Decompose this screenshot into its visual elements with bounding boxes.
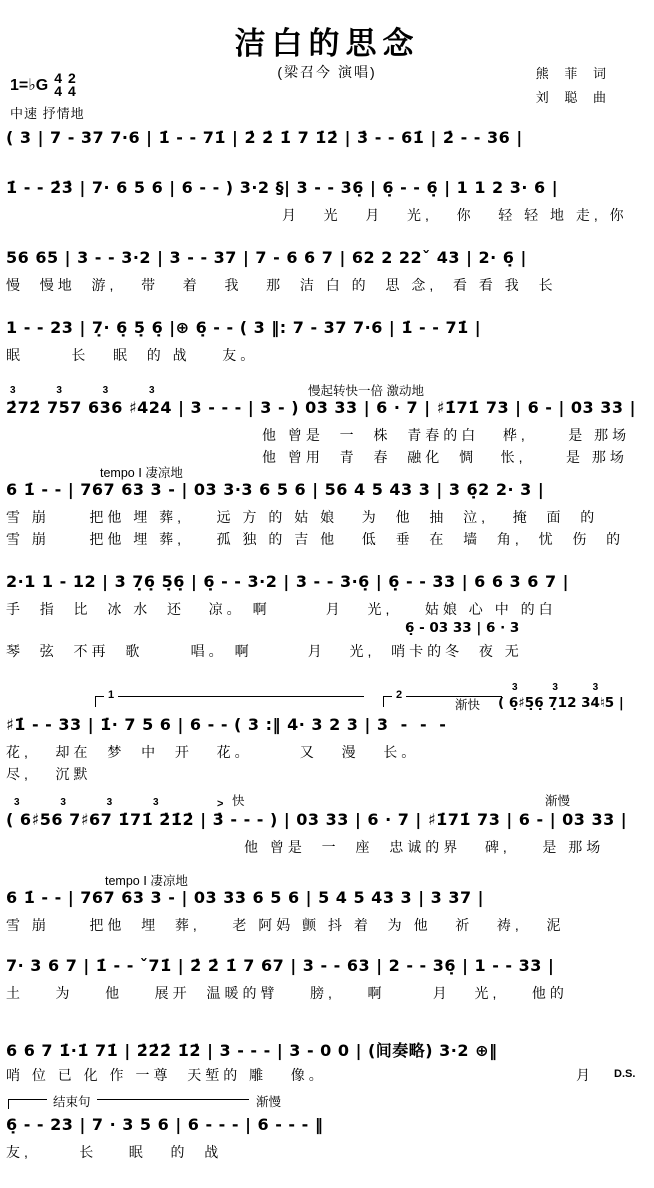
system-4-notation: 1 - - 23 | 7̣· 6̣ 5̣ 6̣ |⊕ 6̣ - - ( 3 ‖: 7 - 37 7·6 | 1̇ - - 71̇ | <box>6 318 482 337</box>
accel-text: 渐快 <box>455 698 481 712</box>
system-7-ossia-notation: 6̣ - 03 33 | 6 · 3 <box>405 620 520 636</box>
ending-phrase-bracket <box>8 1095 249 1109</box>
system-3-notation: 56 65 | 3 - - 3·2 | 3 - - 37 | 7 - 6 6 7 | 62 2 22ˇ 43 | 2· 6̣ | <box>6 248 527 267</box>
system-5-notation: 2̇72̇ 757 636 ♯424 | 3 - - - | 3 - ) 03 33 | 6 · 7 | ♯1̇71̇ 73 | 6 - | 03 33 | <box>6 398 636 417</box>
key-signature <box>10 72 76 98</box>
system-13-notation: 6̣ - - 23 | 7 · 3 5 6 | 6 - - - | 6 - - - ‖ <box>6 1115 324 1134</box>
system-10-lyrics: 雪 崩 把他 埋 葬, 老 阿妈 颤 抖 着 为 他 祈 祷, 泥 <box>6 917 565 933</box>
system-11-notation: 7· 3 6 7 | 1̇ - - ˇ71̇ | 2̇ 2̇ 1̇ 7 67 | 3 - - 63 | 2 - - 36̣ | 1 - - 33 | <box>6 956 555 975</box>
system-6-lyrics-verse1: 雪 崩 把他 埋 葬, 远 方 的 姑 娘 为 他 抽 泣, 掩 面 的 <box>6 509 599 525</box>
system-1-notation: ( 3 | 7 - 37 7·6 | 1̇ - - 71̇ | 2̇ 2̇ 1̇ 7 1̇2̇ | 3̇ - - 61̇ | 2̇ - - 36 | <box>6 128 523 147</box>
system-6-notation: 6 1̇ - - | 767 63 3 - | 03 3·3 6 5 6 | 56 4 5 43 3 | 3 6̣2 2· 3 | <box>6 480 545 499</box>
system-8-lyrics-verse2: 尽, 沉默 <box>6 766 92 782</box>
system-13-lyrics: 友, 长 眠 的 战 <box>6 1144 223 1160</box>
fast-text: 快 <box>232 794 245 808</box>
credits <box>536 62 612 110</box>
system-12-lyrics: 哨 位 已 化 作 一尊 天堑的 雕 像。 <box>6 1067 327 1083</box>
system-3-lyrics: 慢 慢地 游, 带 着 我 那 洁 白 的 思 念, 看 看 我 长 <box>6 277 557 293</box>
system-2-notation: 1̇ - - 2̇3̇ | 7· 6 5 6 | 6 - - ) 3·2 §| 3 - - 36̣ | 6̣ - - 6̣ | 1 1 2 3· 6 | <box>6 178 559 197</box>
tempo-change-text: 慢起转快一倍 激动地 <box>308 384 424 398</box>
performer-subtitle: (梁召今 演唱) <box>277 64 377 80</box>
system-11-lyrics: 土 为 他 展开 温暖的臂 膀, 啊 月 光, 他的 <box>6 985 568 1001</box>
ending-phrase-label: 结束句 <box>47 1092 97 1110</box>
tempo-text: tempo Ⅰ 凄凉地 <box>100 466 183 480</box>
triplet-marks: 3 3 3 <box>512 682 599 693</box>
dal-segno-mark: D.S. <box>614 1068 636 1080</box>
system-5-lyrics-verse1: 他 曾是 一 株 青春的白 桦, 是 那场 <box>262 427 631 443</box>
triplet-marks: 3 3 3 3 <box>10 385 155 396</box>
system-12-notation: 6 6 7 1̇·1̇ 71̇ | 2̇2̇2̇ 1̇2̇ | 3 - - - | 3 - 0 0 | (间奏略) 3·2 ⊕‖ <box>6 1041 498 1060</box>
system-7-lyrics-verse1: 手 指 比 冰 水 还 凉。 啊 月 光, 姑娘 心 中 的白 <box>6 601 557 617</box>
system-7-lyrics-verse2: 琴 弦 不再 歌 唱。 啊 月 光, 哨卡的冬 夜 无 <box>6 643 523 659</box>
tempo-text: tempo Ⅰ 凄凉地 <box>105 874 188 888</box>
meter-2-4: 2 4 <box>68 70 76 99</box>
system-6-lyrics-verse2: 雪 崩 把他 埋 葬, 孤 独 的 吉 他 低 垂 在 墙 角, 忧 伤 的 <box>6 531 625 547</box>
system-8-notation: ♯1̇ - - 33 | 1̇· 7 5 6 | 6 - - ( 3 :‖ 4· 3 2 3 | 3 - - - <box>6 715 447 734</box>
volta-1-bracket <box>95 689 364 707</box>
key-label: 1=♭G <box>10 77 49 94</box>
volta-2-bracket <box>383 689 502 707</box>
meter-4-4: 4 4 <box>54 70 63 99</box>
composer-credit: 刘 聪 曲 <box>535 90 612 105</box>
system-8-run-notation: ( 6̣♯5̣6̣ 7̣12 34♮5 | <box>498 695 624 711</box>
system-9-notation: ( 6♯56 7♯67 1̇71̇ 2̇1̇2̇ | 3̇ - - - ) | 03 33 | 6 · 7 | ♯1̇71̇ 73 | 6 - | 03 33 | <box>6 810 628 829</box>
rit-text: 渐慢 <box>545 794 571 808</box>
system-9-lyrics: 他 曾是 一 座 忠诚的界 碑, 是 那场 <box>244 839 605 855</box>
system-5-lyrics-verse2: 他 曾用 青 春 融化 惆 怅, 是 那场 <box>262 449 628 465</box>
accent-mark: > <box>217 798 224 810</box>
system-10-notation: 6 1̇ - - | 767 63 3 - | 03 33 6 5 6 | 5 4 5 43 3 | 3 37 | <box>6 888 485 907</box>
lyricist-credit: 熊 菲 词 <box>535 66 612 81</box>
system-8-lyrics-verse1: 花, 却在 梦 中 开 花。 又 漫 长。 <box>6 744 420 760</box>
system-7-notation: 2·1 1 - 12 | 3 7̣6̣ 5̣6̣ | 6̣ - - 3·2 | 3 - - 3·6̣ | 6̣ - - 33 | 6 6 3 6 7 | <box>6 572 570 591</box>
system-4-lyrics: 眠 长 眠 的 战 友。 <box>6 347 259 363</box>
volta-2-label: 2 <box>392 689 406 701</box>
triplet-marks: 3 3 3 3 <box>14 797 159 808</box>
rit-text: 渐慢 <box>256 1095 282 1109</box>
system-2-lyrics: 月 光 月 光, 你 轻 轻 地 走, 你 <box>282 207 628 223</box>
volta-1-label: 1 <box>104 689 118 701</box>
tempo-marking: 中速 抒情地 <box>10 106 85 121</box>
page-title: 洁白的思念 <box>234 26 420 61</box>
system-12-lyric-right: 月 <box>576 1067 594 1083</box>
